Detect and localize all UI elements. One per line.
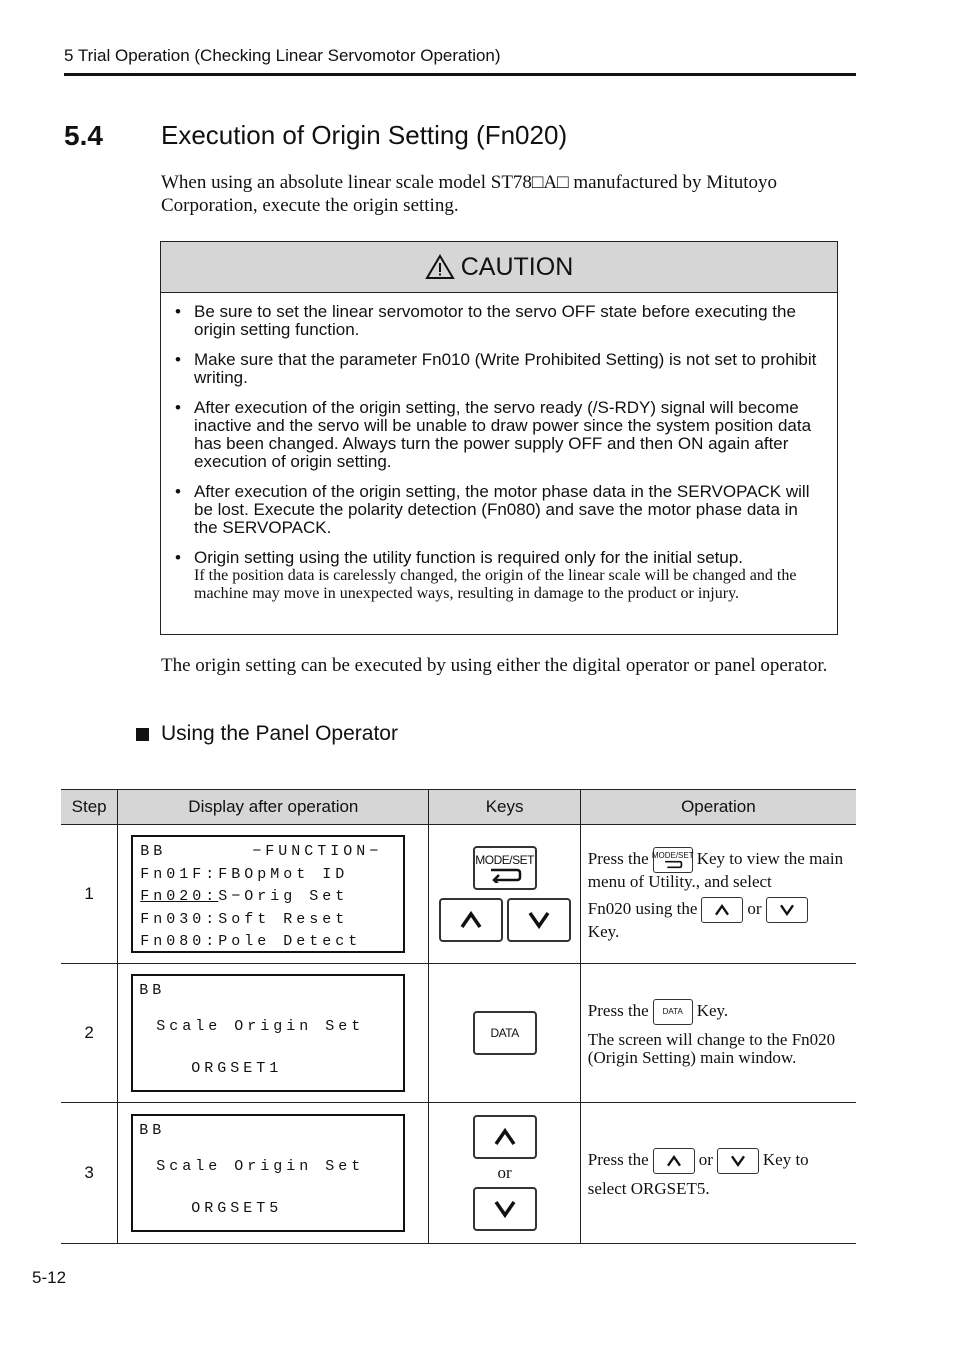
table-header-row [61,790,856,825]
step-number: 1 [61,825,118,964]
method-paragraph: The origin setting can be executed by using either the digital operator or panel operator. [161,655,828,676]
up-arrow-icon [653,1148,695,1174]
header-step: Step [61,790,118,825]
op-line: select ORGSET5. [587,1179,710,1198]
caution-subtext: If the position data is carelessly changed, the origin of the linear scale will be changed and the machine may move in unexpected ways, resulting in damage to the product or injury. [194,567,797,602]
header-keys: Keys [429,790,580,825]
op-text: Key to [762,1149,809,1169]
caution-text: Make sure that the parameter Fn010 (Write Prohibited Setting) is not set to prohibit writing. [194,350,817,387]
caution-header [161,242,837,293]
op-text: Press the [587,1000,649,1020]
caution-item [175,483,823,537]
bullet: • [175,350,181,369]
data-key-icon[interactable] [473,1011,537,1055]
caution-text: After execution of the origin setting, the motor phase data in the SERVOPACK will be lost. Execute the polarity detection (Fn080) and save the motor phase data in the SERVOPACK. [194,482,810,537]
bullet: • [175,302,181,321]
lcd-display [131,974,405,1092]
inline-key-label: DATA [662,1007,683,1016]
down-arrow-icon[interactable] [473,1187,537,1231]
data-key-label: DATA [490,1026,519,1040]
op-text: Key. [696,1000,729,1020]
operation-text [582,999,855,1067]
lcd-cursor-item: Fn020: [140,888,219,905]
op-text: or [747,898,762,918]
key-group [430,1011,578,1055]
running-header: 5 Trial Operation (Checking Linear Servomotor Operation) [64,46,501,65]
or-label: or [497,1163,512,1182]
lcd-line [140,886,403,909]
lcd-line: BB [139,982,166,999]
down-arrow-icon [717,1148,759,1174]
op-line [588,897,849,941]
lcd-line: Scale Origin Set [156,1018,365,1035]
keys-cell [429,825,580,964]
op-text: Key to view the main menu of Utility., and select [587,848,844,891]
header-display: Display after operation [118,790,429,825]
lcd-line: Fn080:Pole Detect [140,933,362,950]
keys-cell [429,1103,580,1244]
square-bullet-icon [136,728,149,741]
lcd-line: BB [139,1122,166,1139]
caution-item [175,399,823,471]
operation-cell [580,964,856,1103]
op-text: Fn020 using the [587,898,698,918]
table-row [61,1103,856,1244]
lcd-line: Scale Origin Set [156,1158,365,1175]
procedure-table [61,789,856,1244]
lcd-line: Fn01F:FBOpMot ID [140,865,349,883]
caution-text: Origin setting using the utility function is required only for the initial setup. [194,548,744,567]
step-number: 3 [61,1103,118,1244]
mode-set-key-label: MODE/SET [475,853,534,867]
step-number: 2 [61,964,118,1103]
mode-set-key-icon[interactable] [473,846,537,890]
header-rule [64,73,856,76]
operation-text [582,847,855,941]
down-arrow-icon[interactable] [507,898,571,942]
section-title: Execution of Origin Setting (Fn020) [161,120,568,150]
operation-cell [580,825,856,964]
op-text: or [698,1149,713,1169]
section-number: 5.4 [64,120,103,151]
mode-set-key-icon [653,847,693,873]
operation-text [582,1148,855,1198]
up-arrow-icon[interactable] [473,1115,537,1159]
caution-title: CAUTION [460,252,574,281]
lcd-line: ORGSET5 [191,1200,283,1217]
display-cell [118,825,429,964]
lcd-status: BB [140,843,167,860]
down-arrow-icon [766,897,808,923]
keys-cell [429,964,580,1103]
op-line: The screen will change to the Fn020 (Origin Setting) main window. [587,1030,836,1067]
display-cell [118,1103,429,1244]
key-group [430,1115,578,1231]
lcd-display [131,835,405,953]
op-text: Key. [587,922,620,941]
up-arrow-icon[interactable] [439,898,503,942]
page-number: 5-12 [32,1268,67,1287]
display-cell [118,964,429,1103]
caution-box [160,241,838,635]
lcd-function-label: −FUNCTION− [252,843,383,860]
caution-list [161,293,837,603]
bullet: • [175,482,181,501]
caution-item [175,549,823,603]
op-text: Press the [587,848,649,868]
key-group [430,846,578,942]
subheading [136,722,398,746]
table-row [61,825,856,964]
caution-text: After execution of the origin setting, the servo ready (/S-RDY) signal will become inactive and the servo will be unable to draw power since the system position data has been changed. Always turn the power supply OFF and then ON again after execution of origin setting. [194,398,812,471]
bullet: • [175,548,181,567]
lcd-line: ORGSET1 [191,1060,283,1077]
lcd-item-text: S−Orig Set [218,888,349,905]
warning-triangle-icon [425,254,455,280]
header-operation: Operation [580,790,856,825]
bullet: • [175,398,181,417]
inline-key-label: MODE/SET [651,851,694,860]
data-key-icon [653,999,693,1025]
subheading-text: Using the Panel Operator [161,722,398,745]
arrow-key-row [439,898,571,942]
lcd-line [140,841,403,864]
return-arrow-icon [487,867,523,883]
up-arrow-icon [701,897,743,923]
caution-item [175,303,823,339]
lcd-line: Fn030:Soft Reset [140,910,349,928]
intro-paragraph: When using an absolute linear scale model ST78□A□ manufactured by Mitutoyo Corporation, execute the origin setting. [161,172,778,216]
table-row [61,964,856,1103]
caution-text: Be sure to set the linear servomotor to the servo OFF state before executing the origin setting function. [194,302,796,339]
lcd-display [131,1114,405,1232]
operation-cell [580,1103,856,1244]
op-text: Press the [587,1149,649,1169]
caution-item [175,351,823,387]
